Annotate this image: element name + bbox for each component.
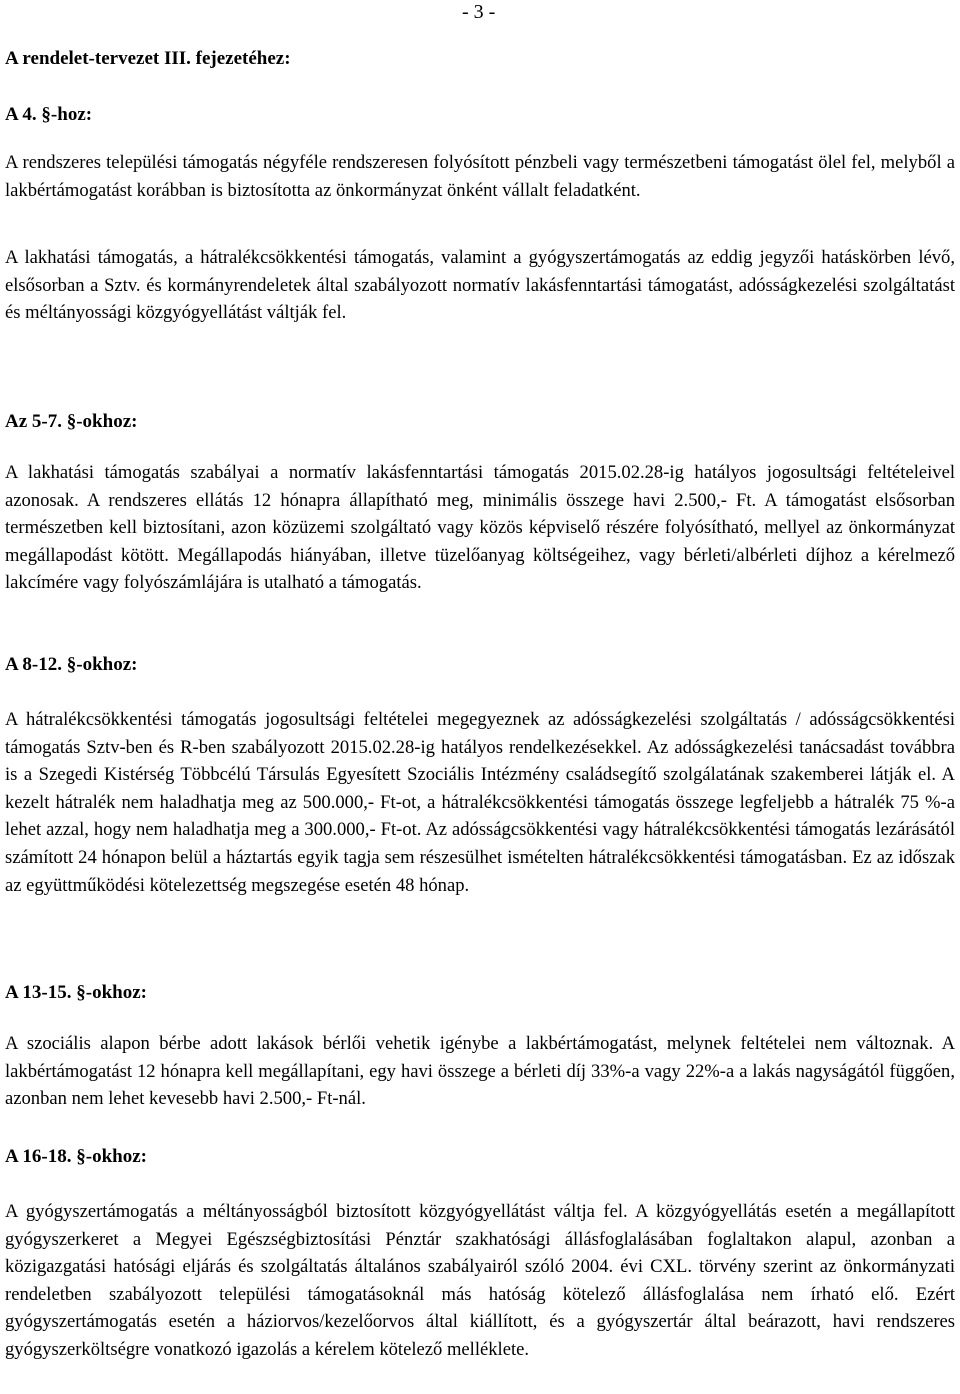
section-heading-16-18: A 16-18. §-okhoz: <box>5 1146 147 1167</box>
section-heading-5-7: Az 5-7. §-okhoz: <box>5 411 138 432</box>
page-number: - 3 - <box>462 1 496 23</box>
paragraph-8-12-1: A hátralékcsökkentési támogatás jogosultsági feltételei megegyeznek az adósságkezelési szolgáltatás / adósságcsökkentési támogatás Sztv-ben és R-ben szabályozott 2015.02.28-ig hatályos rendelkezésekkel. Az adósságkezelési tanácsadást továbbra is a Szegedi Kistérség Többcélú Társulás Egyesített Szociális Intézmény családsegítő szolgálatának szakemberei látják el. A kezelt hátralék nem haladhatja meg az 500.000,- Ft-ot, a hátralékcsökkentési támogatás összege legfeljebb a hátralék 75 %-a lehet azzal, hogy nem haladhatja meg a 300.000,- Ft-ot. Az adósságcsökkentési vagy hátralékcsökkentési támogatás lezárásától számított 24 hónapon belül a háztartás egyik tagja sem részesülhet ismételten hátralékcsökkentési támogatásban. Ez az időszak az együttműködési kötelezettség megszegése esetén 48 hónap. <box>5 709 955 896</box>
paragraph-4-2: A lakhatási támogatás, a hátralékcsökkentési támogatás, valamint a gyógyszertámogatás az eddig jegyzői hatáskörben lévő, elsősorban a Sztv. és kormányrendeletek által szabályozott normatív lakásfenntartási támogatást, adósságkezelési szolgáltatást és méltányossági közgyógyellátást váltják fel. <box>5 247 955 324</box>
section-heading-4: A 4. §-hoz: <box>5 104 93 125</box>
paragraph-13-15-1: A szociális alapon bérbe adott lakások bérlői vehetik igénybe a lakbértámogatást, melynek feltételei nem változnak. A lakbértámogatást 12 hónapra kell megállapítani, egy havi összege a bérleti díj 33%-a vagy 22%-a a lakás nagyságától függően, azonban nem lehet kevesebb havi 2.500,- Ft-nál. <box>5 1033 955 1110</box>
paragraph-5-7-1: A lakhatási támogatás szabályai a normatív lakásfenntartási támogatás 2015.02.28-ig hatályos jogosultsági feltételeivel azonosak. A rendszeres ellátás 12 hónapra állapítható meg, minimális összege havi 2.500,- Ft. A támogatást elsősorban természetben kell biztosítani, azon közüzemi szolgáltató vagy közös képviselő részére folyósítható, mellyel az önkormányzat megállapodást kötött. Megállapodás hiányában, illetve tüzelőanyag költségeihez, vagy bérleti/albérleti díjhoz a kérelmező lakcímére vagy folyószámlájára is utalható a támogatás. <box>5 462 955 594</box>
chapter-heading: A rendelet-tervezet III. fejezetéhez: <box>5 48 291 69</box>
section-heading-13-15: A 13-15. §-okhoz: <box>5 982 147 1003</box>
paragraph-16-18-1: A gyógyszertámogatás a méltányosságból biztosított közgyógyellátást váltja fel. A közgyógyellátás esetén a megállapított gyógyszerkeret a Megyei Egészségbiztosítási Pénztár szakhatósági állásfoglalásában foglaltakon alapul, azonban a közigazgatási hatósági eljárás és szolgáltatás általános szabályairól szóló 2004. évi CXL. törvény szerint az önkormányzati rendeletben szabályozott települési támogatásoknál más hatóság kötelező állásfoglalása nem írható elő. Ezért gyógyszertámogatás esetén a háziorvos/kezelőorvos által kiállított, és a gyógyszertár által beárazott, havi rendszeres gyógyszerköltségre vonatkozó igazolás a kérelem kötelező melléklete. <box>5 1201 955 1360</box>
paragraph-4-1: A rendszeres települési támogatás négyféle rendszeresen folyósított pénzbeli vagy természetbeni támogatást ölel fel, melyből a lakbértámogatást korábban is biztosította az önkormányzat önként vállalt feladatként. <box>5 152 955 201</box>
section-heading-8-12: A 8-12. §-okhoz: <box>5 654 138 675</box>
